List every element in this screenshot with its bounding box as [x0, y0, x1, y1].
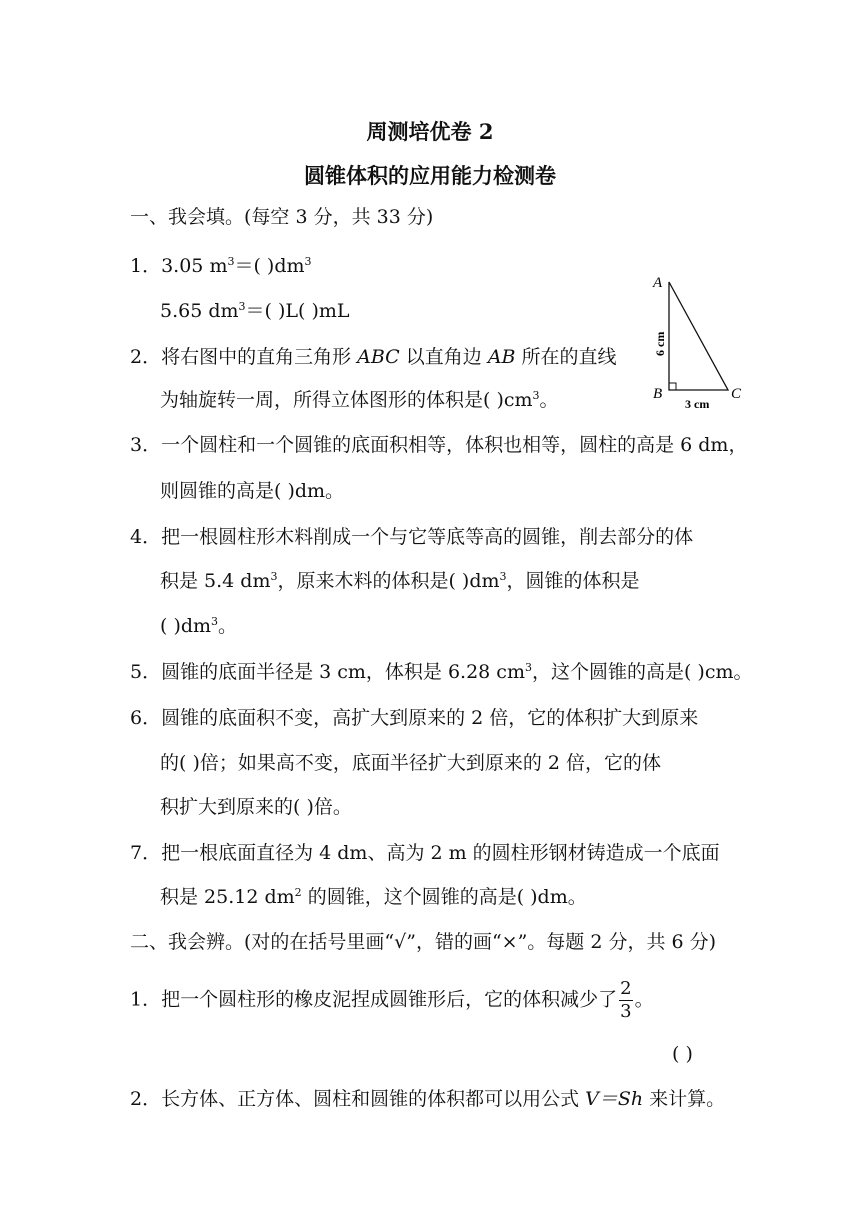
question-6: 6．圆锥的底面积不变，高扩大到原来的 2 倍，它的体积扩大到原来: [130, 707, 699, 729]
question-number: 1．: [130, 988, 162, 1011]
question-number: 1．: [130, 255, 162, 277]
question-number: 4．: [130, 526, 162, 548]
vertex-a-label: A: [653, 275, 663, 291]
right-angle-mark: [669, 383, 676, 390]
question-6-line-3: 积扩大到原来的( )倍。: [160, 796, 352, 818]
question-3: 3．一个圆柱和一个圆锥的底面积相等，体积也相等，圆柱的高是 6 dm，: [130, 434, 748, 456]
question-number: 6．: [130, 707, 162, 729]
question-1-line-2: 5.65 $dm^3=$( )L( )mL: [160, 300, 350, 322]
judge-question-1: 1．把一个圆柱形的橡皮泥捏成圆锥形后，它的体积减少了 $\frac{2}{3}$ 。: [130, 978, 654, 1022]
question-number: 7．: [130, 842, 162, 864]
question-2-line-2: 为轴旋转一周，所得立体图形的体积是( )$cm^3$。: [160, 389, 559, 411]
question-number: 3．: [130, 434, 162, 456]
question-number: 5．: [130, 661, 162, 683]
vertex-c-label: C: [731, 386, 742, 402]
question-3-line-2: 则圆锥的高是( )dm。: [160, 480, 345, 502]
page-title: 周测培优卷 2: [366, 119, 494, 144]
question-6-line-2: 的( )倍；如果高不变，底面半径扩大到原来的 2 倍，它的体: [160, 752, 662, 774]
question-4-line-3: ( )$dm^3$。: [160, 615, 238, 637]
triangle-abc: [669, 282, 728, 390]
judge-question-2: 2．长方体、正方体、圆柱和圆锥的体积都可以用公式 V＝Sh 来计算。: [130, 1088, 726, 1110]
question-7: 7．把一根底面直径为 4 dm、高为 2 m 的圆柱形钢材铸造成一个底面: [130, 842, 720, 864]
question-number: 2．: [130, 1088, 162, 1110]
question-4-line-2: 积是 5.4 $dm^3$，原来木料的体积是( )$dm^3$，圆锥的体积是: [160, 570, 640, 592]
section-heading-judge: 二、我会辨。(对的在括号里画“√”，错的画“×”。每题 2 分，共 6 分): [130, 931, 717, 953]
answer-bracket[interactable]: ( ): [672, 1043, 693, 1065]
page-subtitle: 圆锥体积的应用能力检测卷: [304, 163, 556, 188]
question-5: 5．圆锥的底面半径是 3 cm，体积是 6.28 $cm^3$，这个圆锥的高是( )cm。: [130, 661, 753, 683]
question-1: 1．3.05 $m^3=$( )$dm^3$: [130, 255, 312, 277]
vertex-b-label: B: [653, 386, 663, 402]
side-ab-length: 6 cm: [653, 331, 667, 356]
fraction-two-thirds: $\frac{2}{3}$: [620, 978, 632, 1022]
right-triangle-figure: [640, 270, 750, 415]
question-2: 2．将右图中的直角三角形 ABC 以直角边 AB 所在的直线: [130, 346, 617, 368]
question-7-line-2: 积是 25.12 $dm^2$ 的圆锥，这个圆锥的高是( )dm。: [160, 886, 587, 908]
question-4: 4．把一根圆柱形木料削成一个与它等底等高的圆锥，削去部分的体: [130, 526, 694, 548]
section-heading-fill: 一、我会填。(每空 3 分，共 33 分): [130, 206, 434, 228]
side-bc-length: 3 cm: [685, 397, 710, 411]
question-number: 2．: [130, 346, 162, 368]
